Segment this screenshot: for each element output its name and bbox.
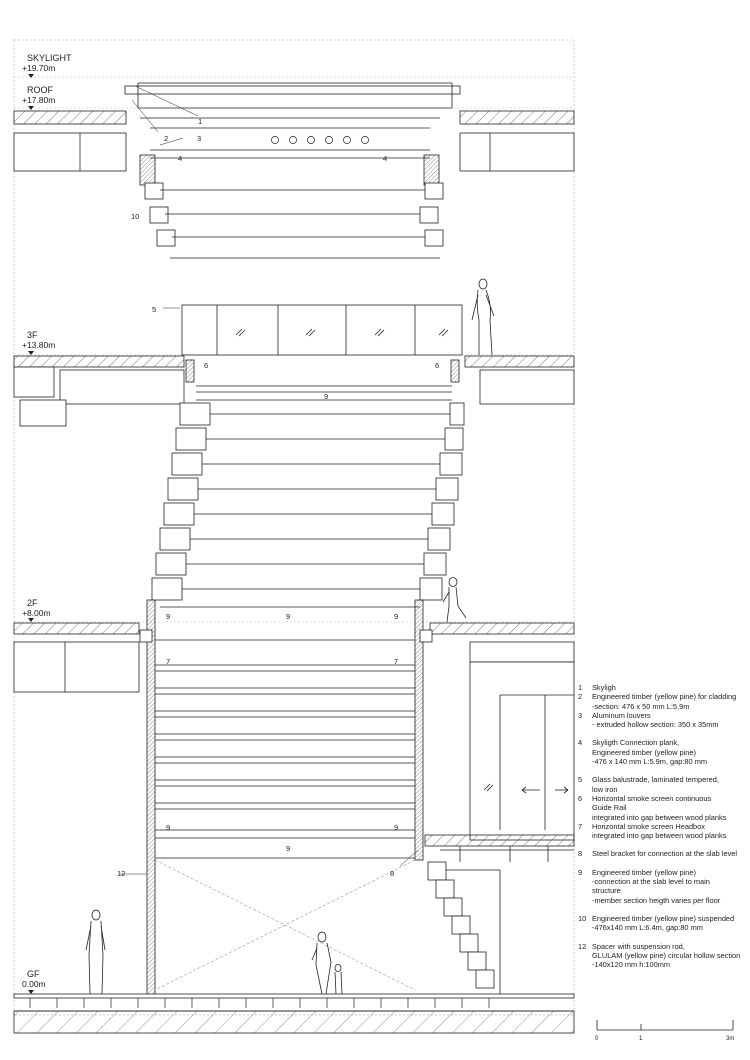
level-marker-gf [22, 969, 46, 994]
callout-8: 8 [390, 869, 395, 878]
mezzanine-slab [425, 835, 574, 862]
callout-9-2f-right: 9 [394, 612, 399, 621]
legend-text: Aluminum louvers [592, 710, 651, 720]
callout-4-right: 4 [383, 154, 388, 163]
legend-number: 7 [578, 821, 583, 831]
legend-text: -140x120 mm h:100mm [592, 960, 671, 970]
cross-bracing [155, 860, 415, 990]
legend-number: 12 [578, 941, 587, 951]
callout-7-right: 7 [394, 657, 399, 666]
scale-label-0: 0 [595, 1036, 599, 1042]
skylight [125, 83, 460, 158]
legend-number: 2 [578, 692, 583, 702]
level-name: 3F [27, 330, 38, 340]
legend-text: Steel bracket for connection at the slab level [592, 849, 738, 859]
legend-text: Skyligth Connection plank, [592, 738, 680, 748]
legend [578, 683, 750, 969]
callout-5: 5 [152, 305, 157, 314]
legend-item [578, 822, 750, 841]
legend-item [578, 692, 750, 711]
level-marker-roof [22, 85, 55, 110]
legend-number: 8 [578, 849, 583, 859]
ground-floor [14, 994, 574, 1033]
legend-item [578, 942, 750, 970]
callout-4-left: 4 [178, 154, 183, 163]
legend-number: 9 [578, 867, 583, 877]
level-name: SKYLIGHT [27, 53, 72, 63]
legend-item [578, 738, 750, 766]
legend-item [578, 914, 750, 933]
level-elevation: +13.80m [22, 340, 56, 350]
leader-lines [120, 86, 418, 874]
callout-2: 2 [164, 134, 169, 143]
legend-text: - extruded hollow section: 350 x 35mm [592, 720, 719, 730]
legend-text: structure [592, 886, 621, 896]
legend-number: 4 [578, 738, 583, 748]
legend-text: low iron [592, 784, 618, 794]
figure-person-3f [472, 279, 494, 355]
stair-flight-lower [155, 640, 415, 858]
legend-text: -member section heigth varies per floor [592, 895, 721, 905]
callout-9-lower-left: 9 [166, 823, 171, 832]
legend-text: Skyligh [592, 683, 616, 692]
legend-text: integrated into gap between wood planks [592, 812, 727, 822]
callout-9-lower-mid: 9 [286, 844, 291, 853]
level-name: ROOF [27, 85, 53, 95]
callout-6-right: 6 [435, 361, 440, 370]
legend-text: -476x140 mm L:6.4m, gap:80 mm [592, 923, 703, 933]
scale-bar [595, 1020, 734, 1042]
skylight-louvers [271, 136, 368, 143]
legend-item [578, 775, 750, 794]
level-elevation: +8.00m [22, 608, 51, 618]
legend-text: -476 x 140 mm L:5.9m, gap:80 mm [592, 757, 708, 767]
callout-6-left: 6 [204, 361, 209, 370]
legend-item [578, 683, 750, 692]
legend-text: Engineered timber (yellow pine) [592, 867, 696, 877]
callout-1: 1 [198, 117, 203, 126]
legend-text: -connection at the slab level to main [592, 877, 710, 887]
legend-number: 3 [578, 710, 583, 720]
legend-text: GLULAM (yellow pine) circular hollow section [592, 950, 741, 960]
level-elevation: 0.00m [22, 979, 46, 989]
legend-text: Horizontal smoke screen continuous [592, 793, 712, 803]
legend-number: 1 [578, 683, 583, 692]
legend-text: Horizontal smoke screen Headbox [592, 821, 705, 831]
legend-item [578, 868, 750, 905]
roof-slab-left [14, 111, 126, 171]
legend-item [578, 794, 750, 822]
callout-3: 3 [197, 134, 202, 143]
callout-9-lower-right: 9 [394, 823, 399, 832]
legend-text: integrated into gap between wood planks [592, 831, 727, 841]
suspension-columns [140, 600, 432, 995]
callout-9-3f: 9 [324, 392, 329, 401]
legend-number: 5 [578, 775, 583, 785]
level-marker-skylight [22, 53, 72, 78]
legend-number: 10 [578, 913, 587, 923]
legend-number: 6 [578, 793, 583, 803]
legend-text: Spacer with suspension rod, [592, 941, 685, 951]
callout-9-2f-mid: 9 [286, 612, 291, 621]
scale-label-3m: 3m [726, 1036, 735, 1042]
callout-10: 10 [131, 212, 140, 221]
legend-item [578, 849, 750, 858]
legend-text: -section: 476 x 50 mm L:5.9m [592, 701, 690, 711]
floor-joists [30, 998, 489, 1008]
legend-text: Guide Rail [592, 803, 627, 813]
legend-text: Engineered timber (yellow pine) [592, 747, 696, 757]
glass-balustrade [182, 305, 462, 355]
legend-text: Engineered timber (yellow pine) suspended [592, 913, 735, 923]
callout-7-left: 7 [166, 657, 171, 666]
figure-child-2f [443, 578, 466, 623]
scale-label-1: 1 [639, 1036, 643, 1042]
legend-text: Engineered timber (yellow pine) for cladding [592, 692, 737, 702]
callout-12: 12 [117, 869, 126, 878]
floor-2f-slab [14, 623, 574, 840]
level-elevation: +17.80m [22, 95, 56, 105]
legend-item [578, 711, 750, 730]
legend-text: Glass balustrade, laminated tempered, [592, 775, 719, 785]
level-marker-2f [22, 598, 51, 622]
stair-flight-upper [152, 360, 464, 607]
level-elevation: +19.70m [22, 63, 56, 73]
roof-stair-planks [140, 155, 443, 258]
floor-3f-slab [14, 356, 574, 426]
drawing-frame [14, 40, 574, 1015]
level-name: GF [27, 969, 40, 979]
figure-adult-child-gf [312, 932, 342, 994]
level-name: 2F [27, 598, 38, 608]
ground-stair [428, 862, 500, 995]
figure-person-gf [86, 910, 105, 994]
callout-9-2f-left: 9 [166, 612, 171, 621]
roof-slab-right [460, 111, 574, 171]
level-marker-3f [22, 330, 55, 355]
